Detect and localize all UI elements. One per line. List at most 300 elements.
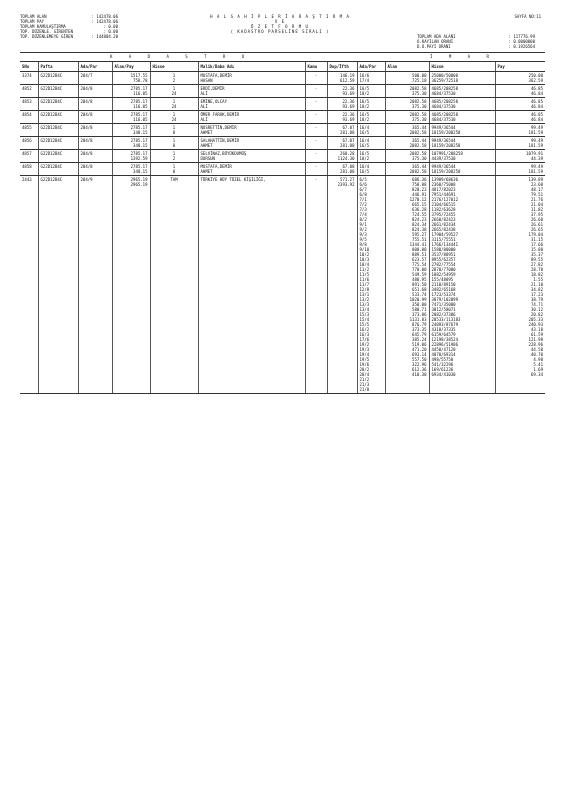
imar-adapar-value: 21/3 — [359, 382, 370, 387]
imar-hisse-value: 6934/41030 — [431, 372, 456, 377]
dop-value: 281.08 — [340, 143, 355, 148]
cell-imar-hisse — [429, 150, 495, 163]
total-value: : 142478.06 — [91, 19, 118, 24]
cell-kamu: - — [305, 150, 327, 163]
imar-adapar-value: 8/2 — [359, 217, 367, 222]
imar-pay-value: 23.60 — [530, 182, 543, 187]
cell-imar-adapar — [357, 163, 385, 176]
imar-pay-value: 99.49 — [530, 125, 543, 130]
imar-alan-value: 876.79 — [412, 322, 427, 327]
imar-adapar-value: 19/5 — [359, 357, 370, 362]
cell-hisse — [150, 137, 198, 150]
cell-pafta: G22D12B4C — [38, 111, 78, 124]
malik-value: SELVİNAZ,BÜYÜKDUMÜŞ — [200, 151, 247, 156]
column-header: Kamu — [305, 62, 327, 72]
imar-alan-value: 533.74 — [412, 292, 427, 297]
imar-pay-value: 99.49 — [530, 164, 543, 169]
imar-pay-value: 46.85 — [530, 112, 543, 117]
imar-pay-value: 99.49 — [530, 138, 543, 143]
hisse-value: 24 — [171, 91, 177, 96]
table-row — [20, 176, 545, 394]
section-bands — [20, 52, 545, 62]
cell-imar-adapar — [357, 176, 385, 394]
cell-dop — [327, 72, 357, 85]
totals-block — [20, 14, 118, 39]
imar-alan-value: 665.15 — [412, 202, 427, 207]
imar-alan-value: 1020.99 — [409, 297, 427, 302]
hisse-value: 1 — [172, 125, 176, 130]
total-label: TOP. DÜZENLEMEYE GİREN — [20, 34, 73, 39]
ratio-value: : 0.0000000 — [508, 39, 535, 44]
imar-adapar-value: 11/7 — [359, 282, 370, 287]
imar-adapar-value: 16/4 — [359, 164, 370, 169]
alanpay-value: 348.15 — [133, 143, 148, 148]
imar-adapar-value: 7/1 — [359, 197, 367, 202]
imar-alan-value: 365.44 — [412, 125, 427, 130]
imar-pay-value: 181.59 — [528, 130, 543, 135]
ratio-label: D.O.PAYI ORANI — [417, 44, 451, 49]
cell-imar-pay — [495, 124, 545, 137]
imar-pay-value: 26.60 — [530, 217, 543, 222]
imar-pay-value: 35.37 — [530, 252, 543, 257]
cell-imar-alan — [385, 85, 429, 98]
alanpay-value: 116.05 — [133, 104, 148, 109]
imar-hisse-value: 3879/102099 — [431, 297, 458, 302]
imar-alan-value: 2082.58 — [409, 151, 427, 156]
imar-adapar-value: 7/4 — [359, 212, 367, 217]
alanpay-value: 2785.17 — [130, 99, 148, 104]
imar-alan-value: 549.59 — [412, 272, 427, 277]
total-value: : 0.00 — [103, 29, 118, 34]
imar-adapar-value: 21/8 — [359, 387, 370, 392]
cell-hisse — [150, 98, 198, 111]
imar-hisse-value: 4439/37530 — [431, 156, 456, 161]
imar-adapar-value: 16/3 — [359, 332, 370, 337]
cell-malik — [198, 98, 305, 111]
cell-malik — [198, 85, 305, 98]
ratios-block — [417, 34, 535, 49]
imar-alan-value: 2082.58 — [409, 86, 427, 91]
malik-value: MUSTAFA,DEMİR — [200, 164, 232, 169]
imar-alan-value: 446.91 — [412, 192, 427, 197]
cell-imar-pay — [495, 176, 545, 394]
cell-imar-hisse — [429, 98, 495, 111]
cell-hisse — [150, 150, 198, 163]
imar-adapar-value: 16/5 — [359, 86, 370, 91]
imar-alan-value: 350.00 — [412, 302, 427, 307]
imar-adapar-value: 18/2 — [359, 104, 370, 109]
imar-alan-value: 2082.58 — [409, 169, 427, 174]
imar-adapar-value: 16/5 — [359, 169, 370, 174]
alanpay-value: 1392.59 — [130, 156, 148, 161]
cell-imar-alan — [385, 176, 429, 394]
imar-hisse-value: 2870/77000 — [431, 267, 456, 272]
imar-hisse-value: 25000/50000 — [431, 73, 458, 78]
total-label: TOPLAM ALAN — [20, 14, 47, 19]
dop-value: 2393.92 — [337, 182, 355, 187]
dop-value: 1124.30 — [337, 156, 355, 161]
imar-alan-value: 375.30 — [412, 156, 427, 161]
imar-alan-value: 322.96 — [412, 362, 427, 367]
imar-alan-value: 500.00 — [412, 73, 427, 78]
imar-pay-value: 46.84 — [530, 104, 543, 109]
malik-value: DURSUN — [200, 156, 215, 161]
cell-kamu: - — [305, 163, 327, 176]
imar-alan-value: 557.50 — [412, 357, 427, 362]
cell-malik — [198, 163, 305, 176]
imar-alan-value: 755.51 — [412, 237, 427, 242]
malik-value: HASAN — [200, 78, 213, 83]
imar-pay-value: 26.61 — [530, 222, 543, 227]
malik-value: ALİ — [200, 104, 208, 109]
imar-pay-value: 1079.91 — [526, 151, 543, 156]
page-number: SAYFA NO:11 — [514, 14, 541, 19]
imar-adapar-value: 9/5 — [359, 237, 367, 242]
cell-dop — [327, 98, 357, 111]
cell-sno: 4853 — [20, 98, 38, 111]
cell-imar-adapar — [357, 111, 385, 124]
imar-adapar-value: 15/5 — [359, 322, 370, 327]
imar-pay-value: 4.98 — [533, 357, 543, 362]
cell-dop — [327, 137, 357, 150]
cell-sno: 4852 — [20, 85, 38, 98]
imar-adapar-value: 13/2 — [359, 297, 370, 302]
dop-value: 93.69 — [342, 117, 355, 122]
cell-hisse — [150, 111, 198, 124]
table-row — [20, 150, 545, 163]
imar-alan-value: 365.44 — [412, 164, 427, 169]
imar-adapar-value: 11/6 — [359, 277, 370, 282]
table-row — [20, 137, 545, 150]
imar-pay-value: 139.89 — [528, 177, 543, 182]
malik-value: ALİ — [200, 91, 208, 96]
imar-alan-value: 770.00 — [412, 267, 427, 272]
alanpay-value: 348.15 — [133, 130, 148, 135]
imar-pay-value: 30.12 — [530, 307, 543, 312]
hisse-value: 24 — [171, 117, 177, 122]
cell-imar-hisse — [429, 85, 495, 98]
imar-hisse-value: 22896/51906 — [431, 342, 458, 347]
imar-alan-value: 824.23 — [412, 217, 427, 222]
imar-pay-value: 17.23 — [530, 292, 543, 297]
alanpay-value: 2785.17 — [130, 125, 148, 130]
imar-pay-value: 18.82 — [530, 272, 543, 277]
cell-dop — [327, 85, 357, 98]
imar-hisse-value: 24093/87679 — [431, 322, 458, 327]
imar-adapar-value: 17/6 — [359, 337, 370, 342]
dop-value: 67.07 — [342, 125, 355, 130]
imar-hisse-value: 4684/37530 — [431, 104, 456, 109]
cell-alanpay — [112, 111, 150, 124]
imar-hisse-value: 4318/37335 — [431, 327, 456, 332]
imar-adapar-value: 13/4 — [359, 307, 370, 312]
imar-alan-value: 375.30 — [412, 117, 427, 122]
cell-hisse — [150, 85, 198, 98]
column-header: Hisse — [429, 62, 495, 72]
cell-malik — [198, 111, 305, 124]
cell-alanpay — [112, 163, 150, 176]
imar-adapar-value: 13/1 — [359, 292, 370, 297]
alanpay-value: 2785.17 — [130, 164, 148, 169]
imar-hisse-value: 2176/127012 — [431, 197, 458, 202]
imar-hisse-value: 9949/36544 — [431, 125, 456, 130]
imar-alan-value: 365.44 — [412, 138, 427, 143]
imar-hisse-value: 4685/208258 — [431, 99, 458, 104]
imar-pay-value: 34.82 — [530, 287, 543, 292]
imar-adapar-value: 7/3 — [359, 207, 367, 212]
parcel-table — [20, 62, 545, 394]
imar-alan-value: 2082.58 — [409, 99, 427, 104]
cell-imar-alan — [385, 150, 429, 163]
imar-pay-value: 228.96 — [528, 342, 543, 347]
cell-kamu: - — [305, 124, 327, 137]
imar-hisse-value: 155/48895 — [431, 277, 454, 282]
malik-value: ERDİ,DEMİR — [200, 86, 225, 91]
imar-hisse-value: 2110/89150 — [431, 282, 456, 287]
imar-alan-value: 373.35 — [412, 327, 427, 332]
malik-value: SALAHATTİN,DEMİR — [200, 138, 240, 143]
imar-alan-value: 824.34 — [412, 222, 427, 227]
imar-pay-value: 74.71 — [530, 302, 543, 307]
kadastro-band: K A D A S T R O — [110, 54, 252, 59]
imar-pay-value: 46.84 — [530, 91, 543, 96]
imar-adapar-value: 10/3 — [359, 257, 370, 262]
title-line-3: Ö Z E T F O R M U — [251, 24, 309, 29]
imar-alan-value: 612.36 — [412, 367, 427, 372]
cell-pafta: G22D12B4C — [38, 137, 78, 150]
imar-adapar-value: 16/5 — [359, 112, 370, 117]
total-label: TOPLAM KAMULAŞTIRMA — [20, 24, 66, 29]
imar-adapar-value: 15/4 — [359, 317, 370, 322]
imar-pay-value: 26.65 — [530, 227, 543, 232]
cell-sno: 4856 — [20, 137, 38, 150]
cell-pafta: G22D12B4C — [38, 124, 78, 137]
cell-imar-hisse — [429, 176, 495, 394]
imar-hisse-value: 3012/58071 — [431, 307, 456, 312]
imar-adapar-value: 9/1 — [359, 222, 367, 227]
imar-pay-value: 240.93 — [528, 322, 543, 327]
imar-alan-value: 891.50 — [412, 282, 427, 287]
imar-hisse-value: 2661/82434 — [431, 222, 456, 227]
cell-pafta: G22D12B4C — [38, 98, 78, 111]
cell-pafta: G22D12B4C — [38, 72, 78, 85]
ratio-value: : 117776.99 — [508, 34, 535, 39]
imar-hisse-value: 498/55750 — [431, 357, 454, 362]
cell-imar-pay — [495, 85, 545, 98]
alanpay-value: 2965.19 — [130, 177, 148, 182]
imar-alan-value: 889.51 — [412, 252, 427, 257]
cell-adapar: 204/8 — [78, 150, 112, 163]
cell-imar-pay — [495, 111, 545, 124]
imar-adapar-value: 18/2 — [359, 117, 370, 122]
cell-adapar: 204/8 — [78, 137, 112, 150]
hisse-value: 1 — [172, 112, 176, 117]
column-header: Ada/Par — [357, 62, 385, 72]
total-value: : 0.00 — [103, 24, 118, 29]
malik-value: AHMET — [200, 130, 213, 135]
dop-value: 22.36 — [342, 86, 355, 91]
imar-hisse-value: 541/32296 — [431, 362, 454, 367]
table-row — [20, 72, 545, 85]
imar-pay-value: 43.18 — [530, 327, 543, 332]
imar-adapar-value: 10/4 — [359, 262, 370, 267]
cell-sno: 4857 — [20, 150, 38, 163]
imar-alan-value: 385.24 — [412, 337, 427, 342]
imar-adapar-value: 16/4 — [359, 125, 370, 130]
cell-kamu: - — [305, 72, 327, 85]
imar-adapar-value: 16/5 — [359, 99, 370, 104]
cell-sno: 4855 — [20, 124, 38, 137]
ratio-label: TOPLAM ADA ALANI — [417, 34, 456, 39]
alanpay-value: 116.05 — [133, 117, 148, 122]
imar-pay-value: 21.76 — [530, 197, 543, 202]
alanpay-value: 2785.17 — [130, 86, 148, 91]
imar-alan-value: 651.68 — [412, 287, 427, 292]
imar-pay-value: 17.66 — [530, 242, 543, 247]
table-header-row — [20, 62, 545, 72]
ratio-label: O.KAYILAN ORANI — [417, 39, 454, 44]
imar-adapar-value: 18/2 — [359, 91, 370, 96]
malik-value: AHMET — [200, 143, 213, 148]
imar-adapar-value: 9/2 — [359, 227, 367, 232]
hisse-value: 8 — [172, 169, 176, 174]
cell-adapar: 204/9 — [78, 176, 112, 394]
imar-alan-value: 2082.58 — [409, 130, 427, 135]
malik-value: TÜRKİYE HÜY TÜZEL KİŞİLİĞİ, — [200, 177, 266, 182]
dop-value: 67.08 — [342, 164, 355, 169]
imar-adapar-value: 6/8 — [359, 192, 367, 197]
cell-alanpay — [112, 124, 150, 137]
imar-hisse-value: 4070/69314 — [431, 352, 456, 357]
cell-kamu: - — [305, 98, 327, 111]
imar-alan-value: 1131.83 — [409, 317, 427, 322]
cell-dop — [327, 150, 357, 163]
imar-hisse-value: 4817/82023 — [431, 187, 456, 192]
cell-alanpay — [112, 150, 150, 163]
ratio-value: : 0.1926564 — [508, 44, 535, 49]
dop-value: 268.28 — [340, 151, 355, 156]
ratio-row — [417, 44, 535, 49]
form-title — [195, 14, 365, 34]
column-header: Pay — [495, 62, 545, 72]
cell-adapar: 204/8 — [78, 111, 112, 124]
cell-adapar: 204/8 — [78, 163, 112, 176]
cell-imar-hisse — [429, 137, 495, 150]
column-header: Pafta — [38, 62, 78, 72]
imar-hisse-value: 1182/63628 — [431, 207, 456, 212]
imar-pay-value: 40.70 — [530, 352, 543, 357]
imar-alan-value: 824.38 — [412, 227, 427, 232]
imar-hisse-value: 4684/37530 — [431, 117, 456, 122]
imar-hisse-value: 107991/208258 — [431, 151, 463, 156]
imar-alan-value: 488.95 — [412, 277, 427, 282]
cell-pafta: G22D12B4C — [38, 150, 78, 163]
imar-adapar-value: 16/5 — [359, 143, 370, 148]
hisse-value: 8 — [172, 130, 176, 135]
imar-hisse-value: 1723/53374 — [431, 292, 456, 297]
imar-hisse-value: 1882/54959 — [431, 272, 456, 277]
imar-hisse-value: 3115/75551 — [431, 237, 456, 242]
hisse-value: 2 — [172, 78, 176, 83]
imar-hisse-value: 4684/37530 — [431, 91, 456, 96]
cell-sno: 4858 — [20, 163, 38, 176]
cell-dop — [327, 111, 357, 124]
imar-hisse-value: 9949/36544 — [431, 164, 456, 169]
imar-pay-value: 89.55 — [530, 257, 543, 262]
imar-adapar-value: 20/2 — [359, 367, 370, 372]
imar-adapar-value: 6/6 — [359, 182, 367, 187]
title-line-4: ( KADASTRO PARSELİNE SIRALI ) — [230, 29, 330, 34]
column-header: Hisse — [150, 62, 198, 72]
imar-pay-value: 362.59 — [528, 78, 543, 83]
imar-pay-value: 37.95 — [530, 212, 543, 217]
imar-hisse-value: 20533/113183 — [431, 317, 461, 322]
imar-pay-value: 44.39 — [530, 156, 543, 161]
total-value: : 142478.06 — [91, 14, 118, 19]
imar-pay-value: 31.15 — [530, 237, 543, 242]
cell-imar-pay — [495, 98, 545, 111]
imar-adapar-value: 19/2 — [359, 342, 370, 347]
imar-pay-value: 46.85 — [530, 86, 543, 91]
imar-hisse-value: 13989/68636 — [431, 177, 458, 182]
total-value: : 144804.20 — [91, 34, 118, 39]
imar-adapar-value: 19/4 — [359, 352, 370, 357]
cell-imar-adapar — [357, 137, 385, 150]
imar-adapar-value: 17/4 — [359, 78, 370, 83]
table-row — [20, 111, 545, 124]
cell-imar-adapar — [357, 72, 385, 85]
imar-alan-value: 623.57 — [412, 257, 427, 262]
imar-hisse-value: 3537/88951 — [431, 252, 456, 257]
imar-hisse-value: 36259/72518 — [431, 78, 458, 83]
imar-hisse-value: 4685/208258 — [431, 112, 458, 117]
alanpay-value: 348.15 — [133, 169, 148, 174]
cell-malik — [198, 150, 305, 163]
cell-imar-hisse — [429, 124, 495, 137]
imar-pay-value: 121.98 — [528, 337, 543, 342]
imar-alan-value: 800.00 — [412, 247, 427, 252]
imar-hisse-value: 12198/38524 — [431, 337, 458, 342]
alanpay-value: 2785.17 — [130, 112, 148, 117]
imar-hisse-value: 8955/62357 — [431, 257, 456, 262]
cell-hisse — [150, 124, 198, 137]
imar-adapar-value: 16/6 — [359, 73, 370, 78]
cell-alanpay — [112, 176, 150, 394]
imar-adapar-value: 16/2 — [359, 327, 370, 332]
imar-band: İ M A R — [430, 54, 496, 59]
imar-hisse-value: 18159/208258 — [431, 130, 461, 135]
imar-hisse-value: 7951/44691 — [431, 192, 456, 197]
imar-pay-value: 48.17 — [530, 187, 543, 192]
hisse-value: 1 — [172, 73, 176, 78]
alanpay-value: 116.05 — [133, 91, 148, 96]
imar-adapar-value: 11/2 — [359, 267, 370, 272]
table-body — [20, 72, 545, 394]
imar-alan-value: 775.54 — [412, 262, 427, 267]
imar-hisse-value: 2665/82438 — [431, 227, 456, 232]
hisse-value: TAM — [170, 177, 178, 182]
imar-pay-value: 205.33 — [528, 317, 543, 322]
column-header: SNo — [20, 62, 38, 72]
imar-pay-value: 61.59 — [530, 332, 543, 337]
imar-hisse-value: 4685/208258 — [431, 86, 458, 91]
imar-pay-value: 28.70 — [530, 267, 543, 272]
imar-alan-value: 1270.12 — [409, 197, 427, 202]
hisse-value: 1 — [172, 164, 176, 169]
cell-kamu: - — [305, 85, 327, 98]
imar-pay-value: 15.80 — [530, 247, 543, 252]
dop-value: 612.59 — [340, 78, 355, 83]
